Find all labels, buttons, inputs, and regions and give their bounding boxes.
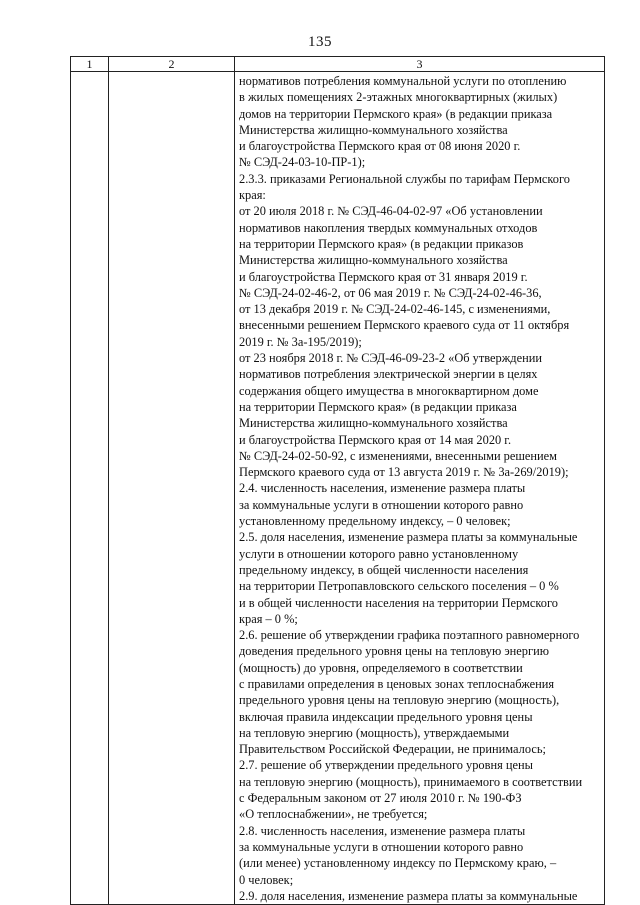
text-line: на тепловую энергию (мощность), утверждаемыми	[239, 725, 510, 740]
text-block	[235, 72, 604, 904]
table-row	[71, 72, 605, 905]
text-line: Министерства жилищно-коммунального хозяйства	[239, 416, 508, 431]
text-line: 0 человек;	[239, 872, 294, 887]
text-line: (мощность) до уровня, определяемого в соответствии	[239, 660, 523, 675]
text-line: от 23 ноября 2018 г. № СЭД-46-09-23-2 «Об утверждении	[239, 351, 543, 366]
text-line: на тепловую энергию (мощность), принимаемого в соответствии	[239, 774, 583, 789]
column-3-cell	[235, 72, 605, 905]
text-line: включая правила индексации предельного уровня цены	[239, 709, 533, 724]
text-line: доведения предельного уровня цены на тепловую энергию	[239, 644, 549, 659]
text-line: домов на территории Пермского края» (в редакции приказа	[239, 106, 553, 121]
text-line: 2.3.3. приказами Региональной службы по тарифам Пермского	[239, 171, 570, 186]
text-line: на территории Пермского края» (в редакции приказов	[239, 236, 524, 251]
text-line: за коммунальные услуги в отношении которого равно	[239, 839, 524, 854]
column-header-3: 3	[235, 57, 605, 72]
text-line: от 13 декабря 2019 г. № СЭД-24-02-46-145, с изменениями,	[239, 302, 551, 317]
text-line: услуги в отношении которого равно установленному	[239, 546, 519, 561]
text-line: на территории Петропавловского сельского поселения – 0 %	[239, 579, 559, 594]
text-line: 2.4. численность населения, изменение размера платы	[239, 481, 526, 496]
text-line: (или менее) установленному индексу по Пермскому краю, –	[239, 856, 557, 871]
column-2-cell	[109, 72, 235, 905]
text-line: Правительством Российской Федерации, не принималось;	[239, 742, 546, 757]
text-line: Министерства жилищно-коммунального хозяйства	[239, 122, 508, 137]
text-line: с Федеральным законом от 27 июля 2010 г. № 190-ФЗ	[239, 791, 522, 806]
text-line: нормативов потребления коммунальной услуги по отоплению	[239, 74, 567, 88]
text-line: 2.6. решение об утверждении графика поэтапного равномерного	[239, 628, 580, 643]
text-line: содержания общего имущества в многоквартирном доме	[239, 383, 539, 398]
text-line: предельному индексу, в общей численности населения	[239, 562, 529, 577]
column-1-cell	[71, 72, 109, 905]
document-table	[70, 56, 605, 905]
text-line: № СЭД-24-02-50-92, с изменениями, внесенными решением	[239, 448, 558, 463]
text-line: от 20 июля 2018 г. № СЭД-46-04-02-97 «Об установлении	[239, 204, 543, 219]
text-line: предельного уровня цены на тепловую энергию (мощность),	[239, 693, 560, 708]
text-line: на территории Пермского края» (в редакции приказа	[239, 399, 517, 414]
text-line: Министерства жилищно-коммунального хозяйства	[239, 253, 508, 268]
text-line: 2.7. решение об утверждении предельного уровня цены	[239, 758, 533, 773]
text-line: за коммунальные услуги в отношении которого равно	[239, 497, 524, 512]
table-header-row	[71, 57, 605, 72]
text-line: 2.5. доля населения, изменение размера платы за коммунальные	[239, 530, 578, 545]
text-line: 2019 г. № 3а-195/2019);	[239, 334, 362, 349]
text-line: 2.9. доля населения, изменение размера платы за коммунальные	[239, 888, 578, 903]
text-line: в жилых помещениях 2-этажных многоквартирных (жилых)	[239, 90, 558, 105]
text-line: внесенными решением Пермского краевого суда от 11 октября	[239, 318, 570, 333]
text-line: установленному предельному индексу, – 0 человек;	[239, 514, 511, 529]
text-line: и благоустройства Пермского края от 14 мая 2020 г.	[239, 432, 512, 447]
column-header-1: 1	[71, 57, 109, 72]
text-line: нормативов накопления твердых коммунальных отходов	[239, 220, 538, 235]
text-line: № СЭД-24-03-10-ПР-1);	[239, 155, 366, 170]
text-line: и в общей численности населения на территории Пермского	[239, 595, 558, 610]
text-line: и благоустройства Пермского края от 08 июня 2020 г.	[239, 139, 521, 154]
text-line: 2.8. численность населения, изменение размера платы	[239, 823, 526, 838]
text-line: № СЭД-24-02-46-2, от 06 мая 2019 г. № СЭД-24-02-46-36,	[239, 285, 542, 300]
page-number: 135	[308, 34, 332, 50]
text-line: края – 0 %;	[239, 611, 298, 626]
text-line: с правилами определения в ценовых зонах теплоснабжения	[239, 676, 555, 691]
text-line: «О теплоснабжении», не требуется;	[239, 807, 428, 822]
text-line: нормативов потребления электрической энергии в целях	[239, 367, 538, 382]
text-line: Пермского краевого суда от 13 августа 2019 г. № 3а-269/2019);	[239, 465, 569, 480]
column-header-2: 2	[109, 57, 235, 72]
text-line: и благоустройства Пермского края от 31 января 2019 г.	[239, 269, 528, 284]
text-line: края:	[239, 188, 266, 203]
